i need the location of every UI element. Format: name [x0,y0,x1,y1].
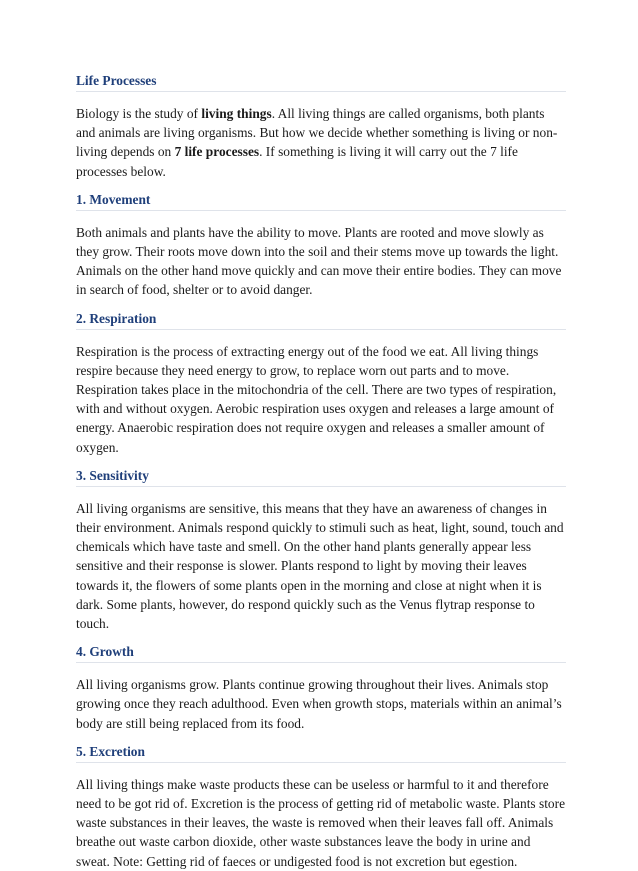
section-heading-excretion: 5. Excretion [76,743,566,763]
intro-bold-living-things: living things [201,106,272,121]
section-body-growth: All living organisms grow. Plants continue growing throughout their lives. Animals stop growing once they reach adulthood. Even when growth stops, materials within an animal’s body are still being replaced from its food. [76,677,562,731]
document-page [76,72,566,871]
intro-bold-life-processes: 7 life processes [174,144,260,160]
section-heading-respiration: 2. Respiration [76,310,566,330]
intro-text-3: . If something is living it will carry out the 7 life processes below. [76,144,518,179]
section-body-sensitivity: All living organisms are sensitive, this means that they have an awareness of changes in their environment. Animals respond quickly to stimuli such as heat, light, sound, touch and chemicals which have taste and smell. On the other hand plants generally appear less sensitive and their response is slower. Plants respond to light by moving their leaves towards it, the flowers of some plants open in the morning and close at night when it is dark. Some plants, however, do respond quickly such as the Venus flytrap response to touch. [76,500,564,632]
section-heading-sensitivity: 3. Sensitivity [76,467,566,487]
intro-text-1: Biology is the study of [76,106,202,121]
section-body-respiration: Respiration is the process of extracting energy out of the food we eat. All living things respire because they need energy to grow, to replace worn out parts and to move. Respiration takes place in the mitochondria of the cell. There are two types of respiration, with and without oxygen. Aerobic respiration uses oxygen and releases a large amount of energy. Anaerobic respiration does not require oxygen and releases a smaller amount of oxygen. [76,343,557,455]
section-body-excretion: All living things make waste products these can be useless or harmful to it and therefore need to be got rid of. Excretion is the process of getting rid of metabolic waste. Plants store waste substances in their leaves, the waste is removed when their leaves fall off. Animals breathe out waste carbon dioxide, other waste substances leave the body in urine and sweat. Note: Getting rid of faeces or undigested food is not excretion but egestion. [76,776,566,869]
page-title: Life Processes [76,72,566,92]
section-body-movement: Both animals and plants have the ability to move. Plants are rooted and move slowly as they grow. Their roots move down into the soil and their stems move up towards the light. Animals on the other hand move quickly and can move their entire bodies. They can move in search of food, shelter or to avoid danger. [76,224,562,298]
section-heading-growth: 4. Growth [76,643,566,663]
section-heading-movement: 1. Movement [76,191,566,211]
intro-paragraph [76,104,566,181]
intro-text-2: . All living things are called organisms, both plants and animals are living organisms. But how we decide whether something is living or non-living depends on [76,106,558,160]
